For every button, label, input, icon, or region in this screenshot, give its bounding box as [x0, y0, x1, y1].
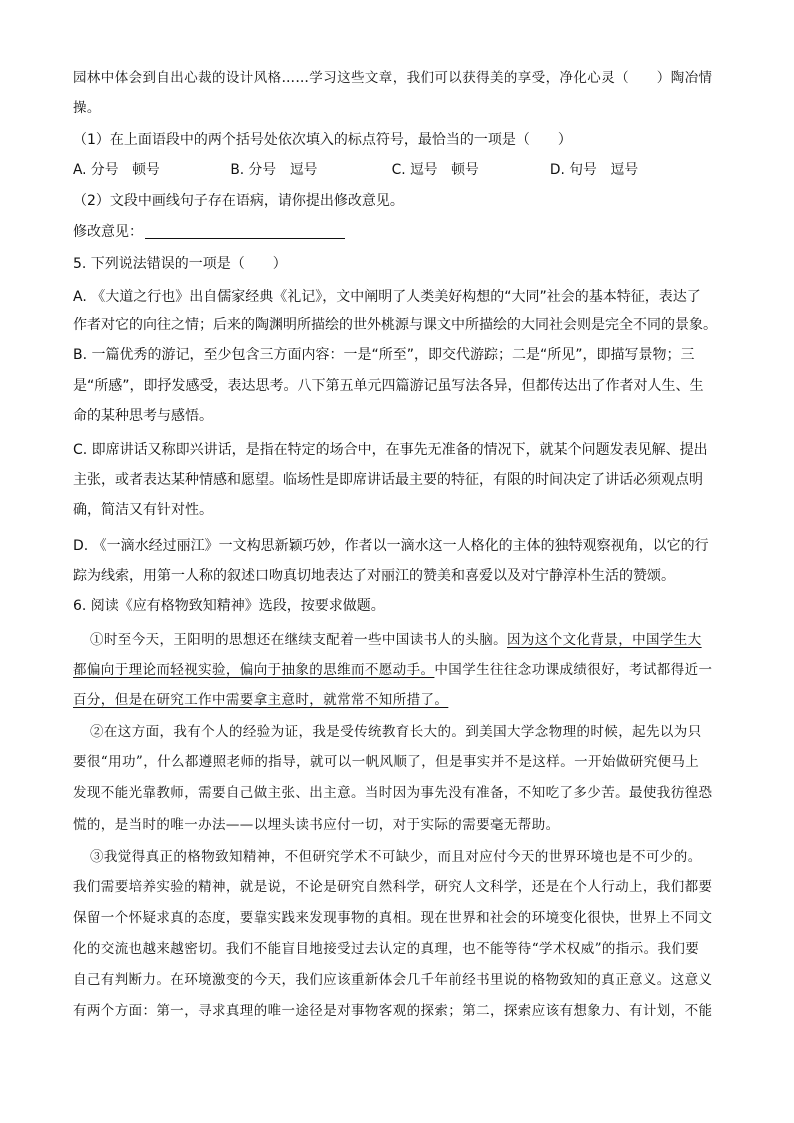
- excerpt-text: ①时至今天，王阳明的思想还在继续支配着一些中国读书人的头脑。: [90, 632, 507, 648]
- excerpt-p3-line: 有两个方面：第一，寻求真理的唯一途径是对事物客观的探索；第二，探索应该有想象力、有计划，不能: [73, 1003, 713, 1019]
- underlined-sentence: 都偏向于理论而轻视实验，偏向于抽象的思维而不愿动手。: [73, 662, 435, 678]
- option-d: D. 句号 逗号: [549, 162, 639, 178]
- excerpt-p2-line: ②在这方面，我有个人的经验为证，我是受传统教育长大的。到美国大学念物理的时候，起先以为只: [90, 724, 702, 740]
- q5-option-a-line: A. 《大道之行也》出自儒家经典《礼记》，文中阐明了人类美好构想的“大同”社会的基本特征，表达了: [73, 289, 701, 305]
- q4-subquestion-1: （1）在上面语段中的两个括号处依次填入的标点符号，最恰当的一项是（ ）: [73, 132, 572, 148]
- excerpt-text: 中国学生往往念功课成绩很好，考试都得近一: [434, 662, 713, 678]
- passage-line: 操。: [73, 100, 101, 116]
- underlined-sentence: 百分，但是在研究工作中需要拿主意时，就常常不知所措了。: [73, 692, 449, 708]
- q5-option-b-line: 命的某种思考与感悟。: [73, 408, 213, 424]
- excerpt-p1-line: [73, 690, 448, 710]
- passage-line: 园林中体会到自出心裁的设计风格……学习这些文章，我们可以获得美的享受，净化心灵（ ）陶冶情: [73, 70, 713, 86]
- excerpt-p3-line: 自己有判断力。在环境激变的今天，我们应该重新体会几千年前经书里说的格物致知的真正意义。这意义: [73, 972, 713, 988]
- q6-stem: 6. 阅读《应有格物致知精神》选段，按要求做题。: [73, 598, 385, 614]
- option-a: A. 分号 顿号: [73, 162, 160, 178]
- excerpt-p1-line: [90, 630, 702, 650]
- q5-option-c-line: C. 即席讲话又称即兴讲话，是指在特定的场合中，在事先无准备的情况下，就某个问题发表见解、提出: [73, 442, 708, 458]
- q5-option-b-line: 是“所感”，即抒发感受，表达思考。八下第五单元四篇游记虽写法各异，但都传达出了作者对人生、生: [73, 378, 704, 394]
- revision-label: 修改意见：: [73, 224, 143, 240]
- option-c: C. 逗号 顿号: [391, 162, 479, 178]
- excerpt-p2-line: 慌的，是当时的唯一办法——以埋头读书应付一切，对于实际的需要毫无帮助。: [73, 817, 560, 833]
- excerpt-p2-line: 发现不能光靠教师，需要自己做主张、出主意。当时因为事先没有准备，不知吃了多少苦。最使我彷徨恐: [73, 785, 713, 801]
- q5-option-d-line: 踪为线索，用第一人称的叙述口吻真切地表达了对丽江的赞美和喜爱以及对宁静淳朴生活的赞颂。: [73, 568, 675, 584]
- answer-blank[interactable]: [145, 223, 345, 239]
- excerpt-p3-line: 我们需要培养实验的精神，就是说，不论是研究自然科学，研究人文科学，还是在个人行动上，我们都要: [73, 879, 713, 895]
- q5-option-d-line: D. 《一滴水经过丽江》一文构思新颖巧妙，作者以一滴水这一人格化的主体的独特观察视角，以它的行: [73, 538, 709, 554]
- excerpt-p1-line: [73, 660, 712, 680]
- excerpt-p3-line: 化的交流也越来越密切。我们不能盲目地接受过去认定的真理，也不能等待“学术权威”的指示。我们要: [73, 941, 700, 957]
- q5-option-a-line: 作者对它的向往之情；后来的陶渊明所描绘的世外桃源与课文中所描绘的大同社会则是完全不同的景象。: [73, 317, 717, 333]
- q5-stem: 5. 下列说法错误的一项是（ ）: [73, 256, 287, 272]
- excerpt-p3-line: 保留一个怀疑求真的态度，要靠实践来发现事物的真相。现在世界和社会的环境变化很快，世界上不同文: [73, 910, 713, 926]
- q5-option-c-line: 主张，或者表达某种情感和愿望。临场性是即席讲话最主要的特征，有限的时间决定了讲话必须观点明: [73, 472, 703, 488]
- option-b: B. 分号 逗号: [230, 162, 318, 178]
- q5-option-c-line: 确，简洁又有针对性。: [73, 502, 213, 518]
- underlined-sentence: 因为这个文化背景，中国学生大: [507, 632, 702, 648]
- q5-option-b-line: B. 一篇优秀的游记，至少包含三方面内容：一是“所至”，即交代游踪；二是“所见”，即描写景物；三: [73, 347, 695, 363]
- revision-answer-line: [73, 222, 345, 242]
- excerpt-p3-line: ③我觉得真正的格物致知精神，不但研究学术不可缺少，而且对应付今天的世界环境也是不可少的。: [90, 849, 702, 865]
- excerpt-p2-line: 要很“用功”，什么都遵照老师的指导，就可以一帆风顺了，但是事实并不是这样。一开始做研究便马上: [73, 754, 700, 770]
- q4-subquestion-2: （2）文段中画线句子存在语病，请你提出修改意见。: [73, 193, 404, 209]
